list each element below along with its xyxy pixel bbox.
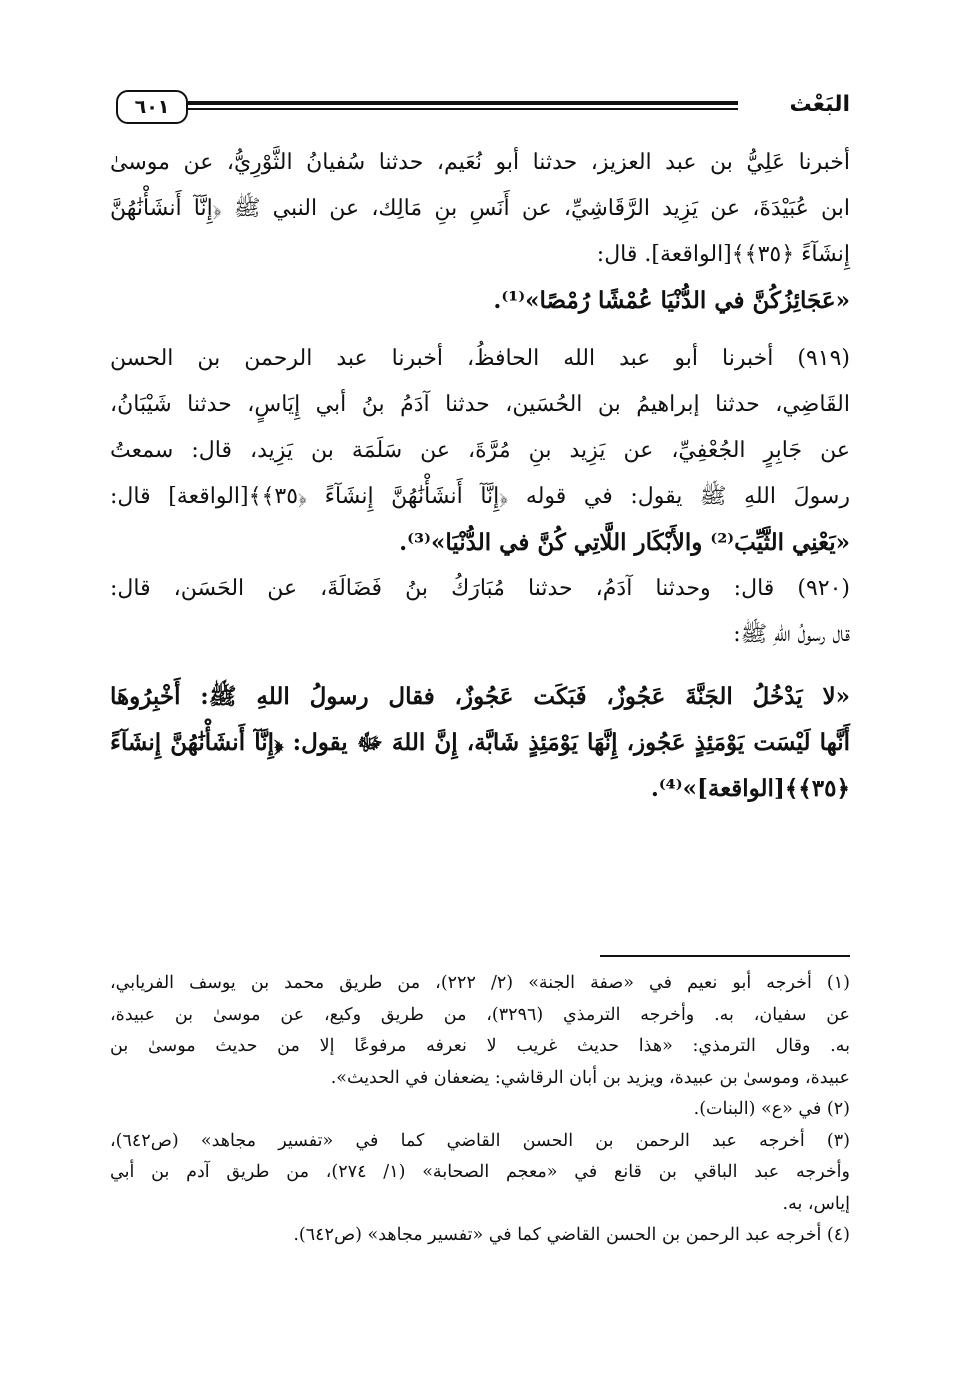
footnote-line: به. وقال الترمذي: «هذا حديث غريب لا نعرفه مرفوعًا إلا من حديث موسىٰ بن [110, 1036, 850, 1056]
page-number: ٦٠١ [116, 90, 188, 124]
text-line: (٩١٩) أخبرنا أبو عبد الله الحافظُ، أخبرنا عبد الرحمن بن الحسن [110, 346, 850, 371]
hadith-text: أَنَّها لَيْسَت يَوْمَئِذٍ عَجُوز، إِنَّهَا يَوْمَئِذٍ شَابَّة، إِنَّ اللهَ ﷻ يقول: ﴿إِنَّآ أَنشَأْنَٰهُنَّ إِنشَآءً [110, 729, 850, 756]
header-rule-thin [188, 108, 738, 110]
text-line: أخبرنا عَلِيُّ بن عبد العزيز، حدثنا أبو نُعَيم، حدثنا سُفيانُ الثَّوْرِيُّ، عن موسىٰ [110, 150, 850, 175]
text-line: رسولَ اللهِ ﷺ يقول: في قوله ﴿إِنَّآ أَنشَأْنَٰهُنَّ إِنشَآءً ﴿٣٥﴾﴾[الواقعة] قال: [110, 484, 850, 509]
footnote-line: عن سفيان، به. وأخرجه الترمذي (٣٢٩٦)، من طريق وكيع، عن موسىٰ بن عبيدة، [110, 1004, 850, 1025]
book-title: البَعْث [789, 91, 850, 117]
footnote-line: (٢) في «ع» (البنات). [693, 1099, 850, 1119]
footnote-line: (١) أخرجه أبو نعيم في «صفة الجنة» (٢/ ٢٢٢)، من طريق محمد بن يوسف الفريابي، [110, 973, 850, 993]
text-line: عن جَابِرٍ الجُعْفِيِّ، عن يَزِيد بنِ مُرَّةَ، عن سَلَمَة بن يَزِيد، قال: سمعتُ [110, 438, 850, 463]
hadith-text: «يَعْنِي الثَّيِّبَ⁽²⁾ والأَبْكَار اللَّاتِي كُنَّ في الدُّنْيَا»⁽³⁾. [399, 529, 850, 556]
footnote-line: وأخرجه عبد الباقي بن قانع في «معجم الصحابة» (١/ ٢٧٤)، من طريق آدم بن أبي [110, 1162, 850, 1182]
footnote-line: عبيدة، وموسىٰ بن عبيدة، ويزيد بن أبان الرقاشي: يضعفان في الحديث». [330, 1067, 850, 1088]
text-line: القَاضِي، حدثنا إبراهيمُ بن الحُسَين، حدثنا آدَمُ بنُ أبي إِيَاسٍ، حدثنا شَيْبَانُ، [110, 392, 850, 417]
text-line: ابن عُبَيْدَةَ، عن يَزِيد الرَّقَاشِيِّ، عن أَنَسِ بنِ مَالِك، عن النبي ﷺ ﴿إِنَّآ أَنشَأْنَٰهُنَّ [110, 196, 850, 221]
header-rule [188, 101, 738, 105]
text-line: إِنشَآءً ﴿٣٥﴾﴾[الواقعة]. قال: [596, 242, 850, 267]
footnote-line: إياس، به. [782, 1193, 850, 1214]
footnote-separator [600, 955, 850, 957]
footnote-line: (٣) أخرجه عبد الرحمن بن الحسن القاضي كما في «تفسير مجاهد» (ص٦٤٢)، [110, 1130, 850, 1151]
hadith-text: «عَجَائِزُكُنَّ في الدُّنْيَا عُمْشًا رُمْصًا»⁽¹⁾. [493, 287, 850, 314]
hadith-text: «لا يَدْخُلُ الجَنَّةَ عَجُوزٌ، فَبَكَت عَجُوزٌ، فقال رسولُ اللهِ ﷺ: أَخْبِرُوهَا [110, 683, 850, 710]
text-line: قال رسولُ اللهِ ﷺ: [733, 622, 850, 647]
footnote-line: (٤) أخرجه عبد الرحمن بن الحسن القاضي كما في «تفسير مجاهد» (ص٦٤٢). [293, 1225, 850, 1245]
main-text [110, 140, 850, 812]
footnotes [110, 968, 850, 1252]
text-line: (٩٢٠) قال: وحدثنا آدَمُ، حدثنا مُبَارَكُ بنُ فَضَالَةَ، عن الحَسَن، قال: [110, 576, 850, 601]
hadith-text: ﴿٣٥﴾﴾[الواقعة]»⁽⁴⁾. [650, 775, 850, 802]
page-header [110, 84, 850, 130]
